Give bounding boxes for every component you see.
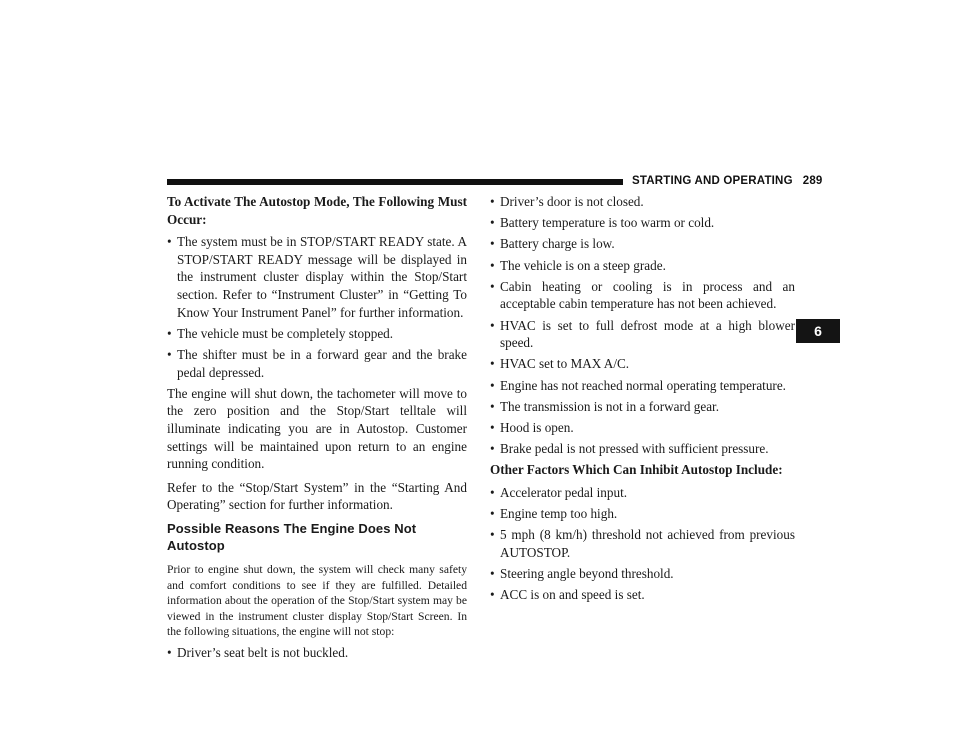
bullet-icon: • bbox=[167, 645, 172, 661]
activate-list bbox=[167, 233, 467, 381]
reason-list-right bbox=[490, 193, 795, 458]
bullet-icon: • bbox=[490, 506, 495, 522]
reason-list-left bbox=[167, 644, 467, 662]
section-title: Possible Reasons The Engine Does Not Autostop bbox=[167, 520, 417, 554]
section-intro: Prior to engine shut down, the system will check many safety and comfort conditions to see if they are fulfilled. Detailed information about the operation of the Stop/Start system may be viewed in the instrument cluster display Stop/Start Screen. In the following situations, the engine will not stop: bbox=[167, 563, 467, 639]
list-item: • Accelerator pedal input. bbox=[490, 484, 628, 500]
list-item: • HVAC is set to full defrost mode at a high blower speed. bbox=[490, 317, 795, 351]
bullet-icon: • bbox=[490, 317, 495, 333]
bullet-icon: • bbox=[167, 346, 172, 362]
list-item: • Hood is open. bbox=[490, 419, 574, 435]
reference-paragraph: Refer to the “Stop/Start System” in the “Starting And Operating” section for further information. bbox=[167, 479, 467, 513]
other-factors-list bbox=[490, 484, 795, 604]
bullet-icon: • bbox=[167, 234, 172, 250]
list-item: • Driver’s door is not closed. bbox=[490, 194, 644, 209]
list-item: • Steering angle beyond threshold. bbox=[490, 566, 674, 581]
bullet-icon: • bbox=[490, 356, 495, 372]
bullet-icon: • bbox=[490, 484, 495, 500]
activate-heading: To Activate The Autostop Mode, The Following Must Occur: bbox=[167, 194, 467, 227]
list-item: • Battery temperature is too warm or cold. bbox=[490, 215, 715, 231]
bullet-icon: • bbox=[490, 377, 495, 393]
list-item: • The vehicle must be completely stopped. bbox=[167, 325, 394, 341]
bullet-icon: • bbox=[490, 527, 495, 543]
list-item: • The transmission is not in a forward gear. bbox=[490, 398, 720, 414]
autostop-paragraph: The engine will shut down, the tachometer will move to the zero position and the Stop/Start telltale will illuminate indicating you are in Autostop. Customer settings will be maintained upon return to an engine running condition. bbox=[167, 385, 467, 472]
bullet-icon: • bbox=[490, 194, 495, 209]
other-factors-heading: Other Factors Which Can Inhibit Autostop Include: bbox=[490, 462, 783, 478]
bullet-icon: • bbox=[490, 441, 495, 457]
list-item: • Engine has not reached normal operating temperature. bbox=[490, 377, 786, 393]
bullet-icon: • bbox=[490, 587, 495, 603]
list-item: • Driver’s seat belt is not buckled. bbox=[167, 645, 349, 661]
list-item: • Cabin heating or cooling is in process and an acceptable cabin temperature has not been achieved. bbox=[490, 278, 795, 312]
list-item: • Battery charge is low. bbox=[490, 236, 615, 252]
list-item: • Brake pedal is not pressed with sufficient pressure. bbox=[490, 441, 769, 457]
header-rule bbox=[167, 179, 623, 185]
page-number: 289 bbox=[802, 175, 823, 187]
running-header bbox=[632, 175, 823, 187]
list-item: • HVAC set to MAX A/C. bbox=[490, 356, 630, 372]
bullet-icon: • bbox=[490, 566, 495, 581]
bullet-icon: • bbox=[490, 236, 495, 252]
right-column bbox=[490, 193, 795, 607]
list-item: • ACC is on and speed is set. bbox=[490, 587, 645, 603]
list-item: • Engine temp too high. bbox=[490, 506, 618, 522]
bullet-icon: • bbox=[490, 398, 495, 414]
chapter-tab: 6 bbox=[796, 319, 840, 343]
bullet-icon: • bbox=[490, 419, 495, 435]
list-item: • The vehicle is on a steep grade. bbox=[490, 257, 666, 273]
list-item: • 5 mph (8 km/h) threshold not achieved from previous AUTOSTOP. bbox=[490, 527, 795, 560]
list-item: • The shifter must be in a forward gear and the brake pedal depressed. bbox=[167, 346, 467, 380]
bullet-icon: • bbox=[490, 278, 495, 294]
section-name: STARTING AND OPERATING bbox=[632, 175, 793, 187]
bullet-icon: • bbox=[490, 257, 495, 273]
bullet-icon: • bbox=[490, 215, 495, 231]
bullet-icon: • bbox=[167, 325, 172, 341]
left-column bbox=[167, 193, 467, 665]
list-item: • The system must be in STOP/START READY state. A STOP/START READY message will be displayed in the instrument cluster display within the Stop/Start section. Refer to “Instrument Cluster” in “Getting To Know Your Instrument Panel” for further information. bbox=[167, 234, 467, 320]
